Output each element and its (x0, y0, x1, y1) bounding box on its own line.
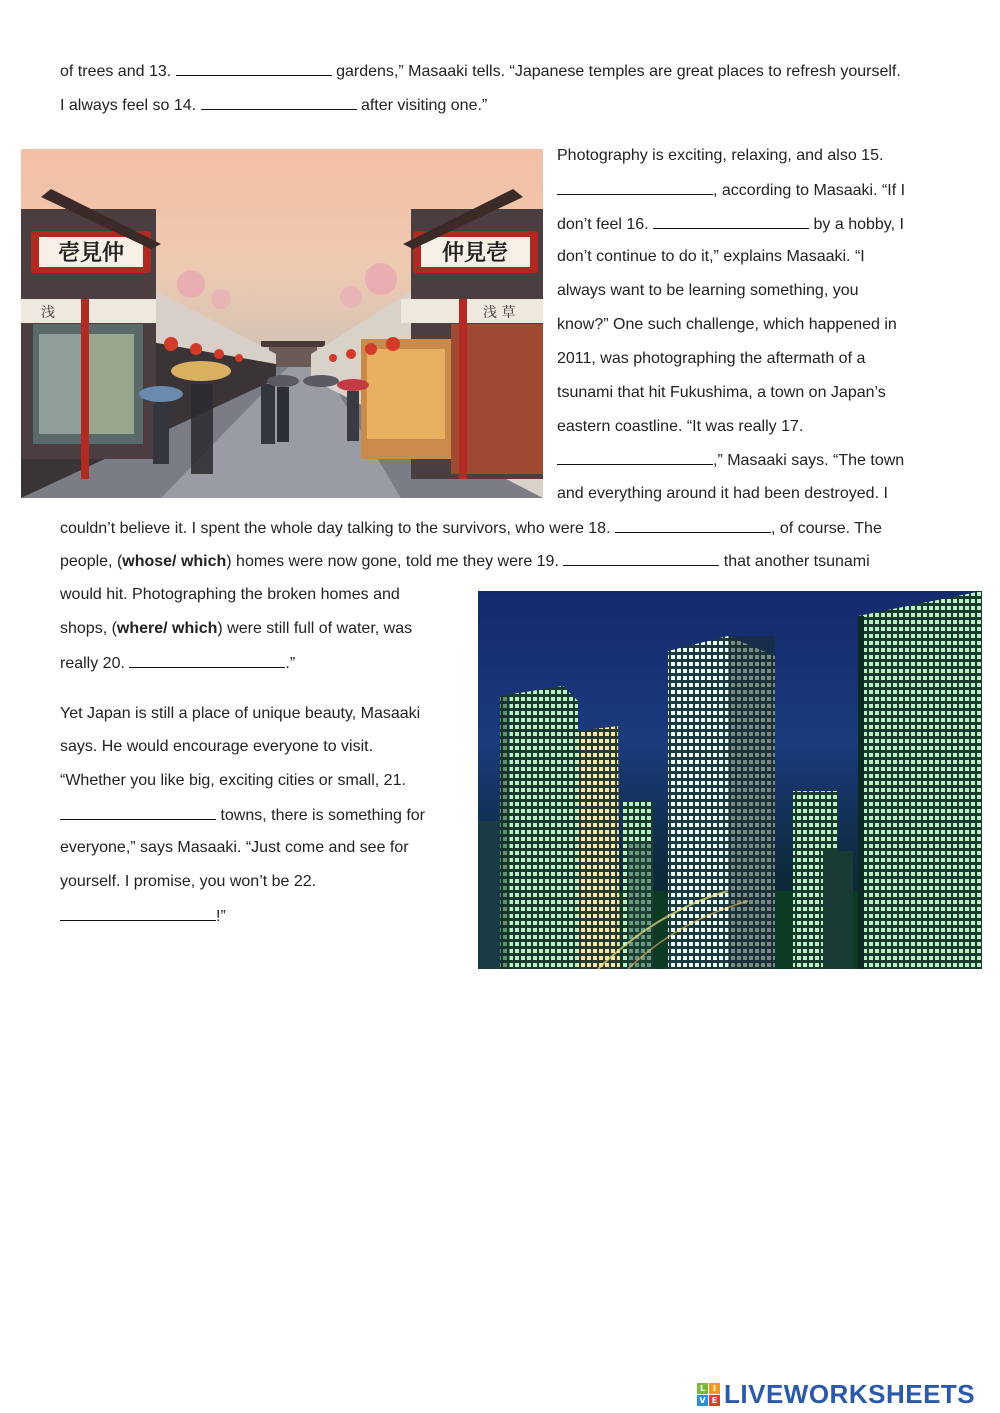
street-market-photo (21, 149, 543, 498)
text-line: Photography is exciting, relaxing, and also 15. (557, 147, 884, 164)
text-line: would hit. Photographing the broken homes and (60, 586, 400, 603)
answer-blank-20[interactable] (129, 653, 285, 668)
text-line: ,” Masaaki says. “The town (557, 450, 904, 471)
text-line: of trees and 13. gardens,” Masaaki tells. “Japanese temples are great places to refresh yourself. (60, 63, 901, 80)
text-line: “Whether you like big, exciting cities or small, 21. (60, 772, 406, 789)
text-line: tsunami that hit Fukushima, a town on Japan’s (557, 384, 886, 401)
answer-blank-17[interactable] (557, 450, 713, 465)
text-line: really 20. .” (60, 655, 296, 672)
answer-blank-22[interactable] (60, 906, 216, 921)
text-line: don’t continue to do it,” explains Masaaki. “I (557, 248, 865, 265)
text-line: says. He would encourage everyone to visit. (60, 738, 374, 755)
answer-blank-19[interactable] (563, 551, 719, 566)
text-line: don’t feel 16. by a hobby, I (557, 216, 904, 233)
street-sign-left: 壱見仲 (57, 241, 125, 266)
street-sign-right: 仲見壱 (441, 241, 509, 266)
choice-whose-which[interactable]: whose/ which (122, 553, 227, 570)
city-skyline-illustration (478, 591, 982, 969)
text-line: I always feel so 14. after visiting one.” (60, 97, 488, 114)
choice-where-which[interactable]: where/ which (116, 620, 218, 637)
answer-blank-14[interactable] (201, 95, 357, 110)
answer-blank-16[interactable] (653, 214, 809, 229)
street-sign-small-right: 浅 草 (483, 305, 516, 321)
answer-blank-13[interactable] (176, 61, 332, 76)
text-line: towns, there is something for (60, 805, 425, 826)
text-line: Yet Japan is still a place of unique beauty, Masaaki (60, 705, 421, 722)
text-line: 2011, was photographing the aftermath of a (557, 350, 866, 367)
text-line: eastern coastline. “It was really 17. (557, 418, 804, 435)
text-line: know?” One such challenge, which happened in (557, 316, 897, 333)
logo-text: LIVEWORKSHEETS (724, 1378, 976, 1409)
text-line: and everything around it had been destroyed. I (557, 485, 888, 502)
text-line: !” (60, 906, 226, 927)
text-line: always want to be learning something, you (557, 282, 859, 299)
answer-blank-18[interactable] (615, 518, 771, 533)
text-line: yourself. I promise, you won’t be 22. (60, 873, 317, 890)
text-line: shops, (where/ which) were still full of water, was (60, 620, 413, 637)
liveworksheets-logo (697, 1377, 975, 1411)
text-line: couldn’t believe it. I spent the whole day talking to the survivors, who were 18. , of course. The (60, 520, 882, 537)
text-line: everyone,” says Masaaki. “Just come and see for (60, 839, 409, 856)
text-line: , according to Masaaki. “If I (557, 180, 905, 201)
answer-blank-21[interactable] (60, 805, 216, 820)
text-line: people, (whose/ which) homes were now gone, told me they were 19. that another tsunami (60, 553, 870, 570)
street-market-illustration (21, 149, 543, 498)
logo-icon: L I V E (697, 1383, 720, 1406)
answer-blank-15[interactable] (557, 180, 713, 195)
street-sign-small-left: 浅 (41, 305, 55, 321)
city-skyline-photo (478, 591, 982, 969)
